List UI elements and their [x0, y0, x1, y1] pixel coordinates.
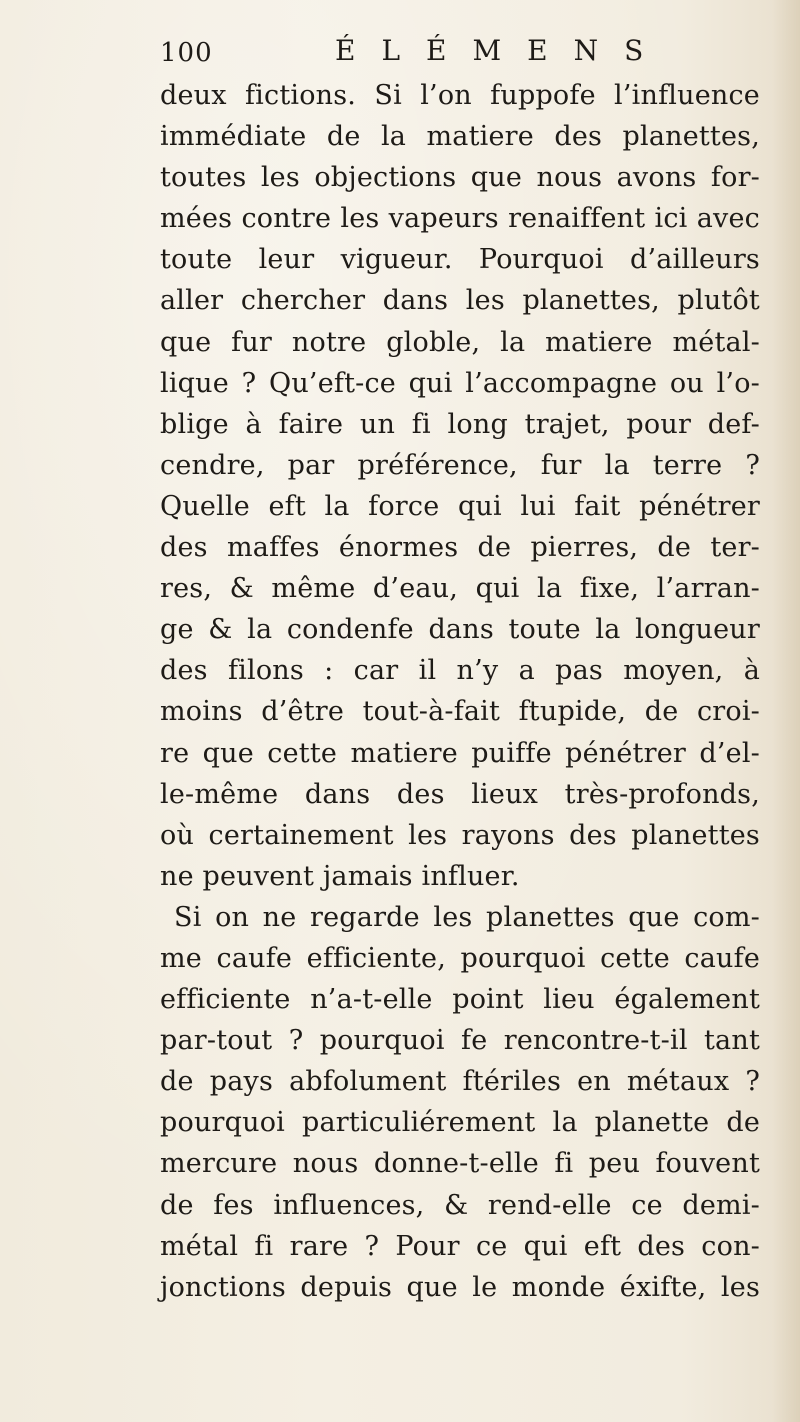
text-line: jonctions depuis que le monde éxifte, les	[160, 1271, 760, 1303]
text-line: res, & même d’eau, qui la fixe, l’arran-	[160, 573, 760, 605]
text-line: efficiente n’a-t-elle point lieu également	[160, 984, 760, 1016]
text-line: ge & la condenfe dans toute la longueur	[160, 614, 760, 646]
text-line: où certainement les rayons des planettes	[160, 819, 760, 851]
text-line: ne peuvent jamais influer.	[160, 860, 520, 892]
page-edge-shadow	[772, 0, 800, 1422]
text-line: cendre, par préférence, fur la terre ?	[160, 449, 760, 481]
text-line: des maffes énormes de pierres, de ter-	[160, 532, 760, 564]
text-line: le-même dans des lieux très-profonds,	[160, 778, 760, 810]
text-line: immédiate de la matiere des planettes,	[160, 121, 760, 153]
text-line: de fes influences, & rend-elle ce demi-	[160, 1189, 760, 1221]
text-line: des filons : car il n’y a pas moyen, à	[160, 655, 760, 687]
text-line: métal fi rare ? Pour ce qui eft des con-	[160, 1230, 760, 1262]
text-line: de pays abfolument ftériles en métaux ?	[160, 1066, 760, 1098]
body-text	[160, 75, 760, 1308]
text-line: re que cette matiere puiffe pénétrer d’el-	[160, 737, 760, 769]
text-line: moins d’être tout-à-fait ftupide, de croi-	[160, 696, 760, 728]
text-line: toutes les objections que nous avons for-	[160, 162, 760, 194]
text-line: deux fictions. Si l’on fuppofe l’influence	[160, 80, 760, 111]
text-line: mées contre les vapeurs renaiffent ici avec	[160, 203, 760, 235]
text-line: mercure nous donne-t-elle fi peu fouvent	[160, 1148, 760, 1180]
text-line: aller chercher dans les planettes, plutôt	[160, 285, 760, 317]
running-head: ÉLÉMENS	[335, 34, 670, 67]
text-line: que fur notre globle, la matiere métal-	[160, 326, 760, 358]
text-line: blige à faire un fi long trajet, pour def-	[160, 408, 760, 440]
text-line: toute leur vigueur. Pourquoi d’ailleurs	[160, 244, 760, 276]
text-line: me caufe efficiente, pourquoi cette caufe	[160, 942, 760, 974]
text-line: lique ? Qu’eft-ce qui l’accompagne ou l’o-	[160, 367, 760, 399]
text-line: pourquoi particuliérement la planette de	[160, 1107, 760, 1139]
page-number: 100	[160, 38, 213, 68]
page-header	[160, 34, 670, 78]
text-line: Quelle eft la force qui lui fait pénétrer	[160, 490, 760, 522]
text-line: par-tout ? pourquoi fe rencontre-t-il tant	[160, 1025, 760, 1057]
text-line: Si on ne regarde les planettes que com-	[174, 901, 760, 933]
